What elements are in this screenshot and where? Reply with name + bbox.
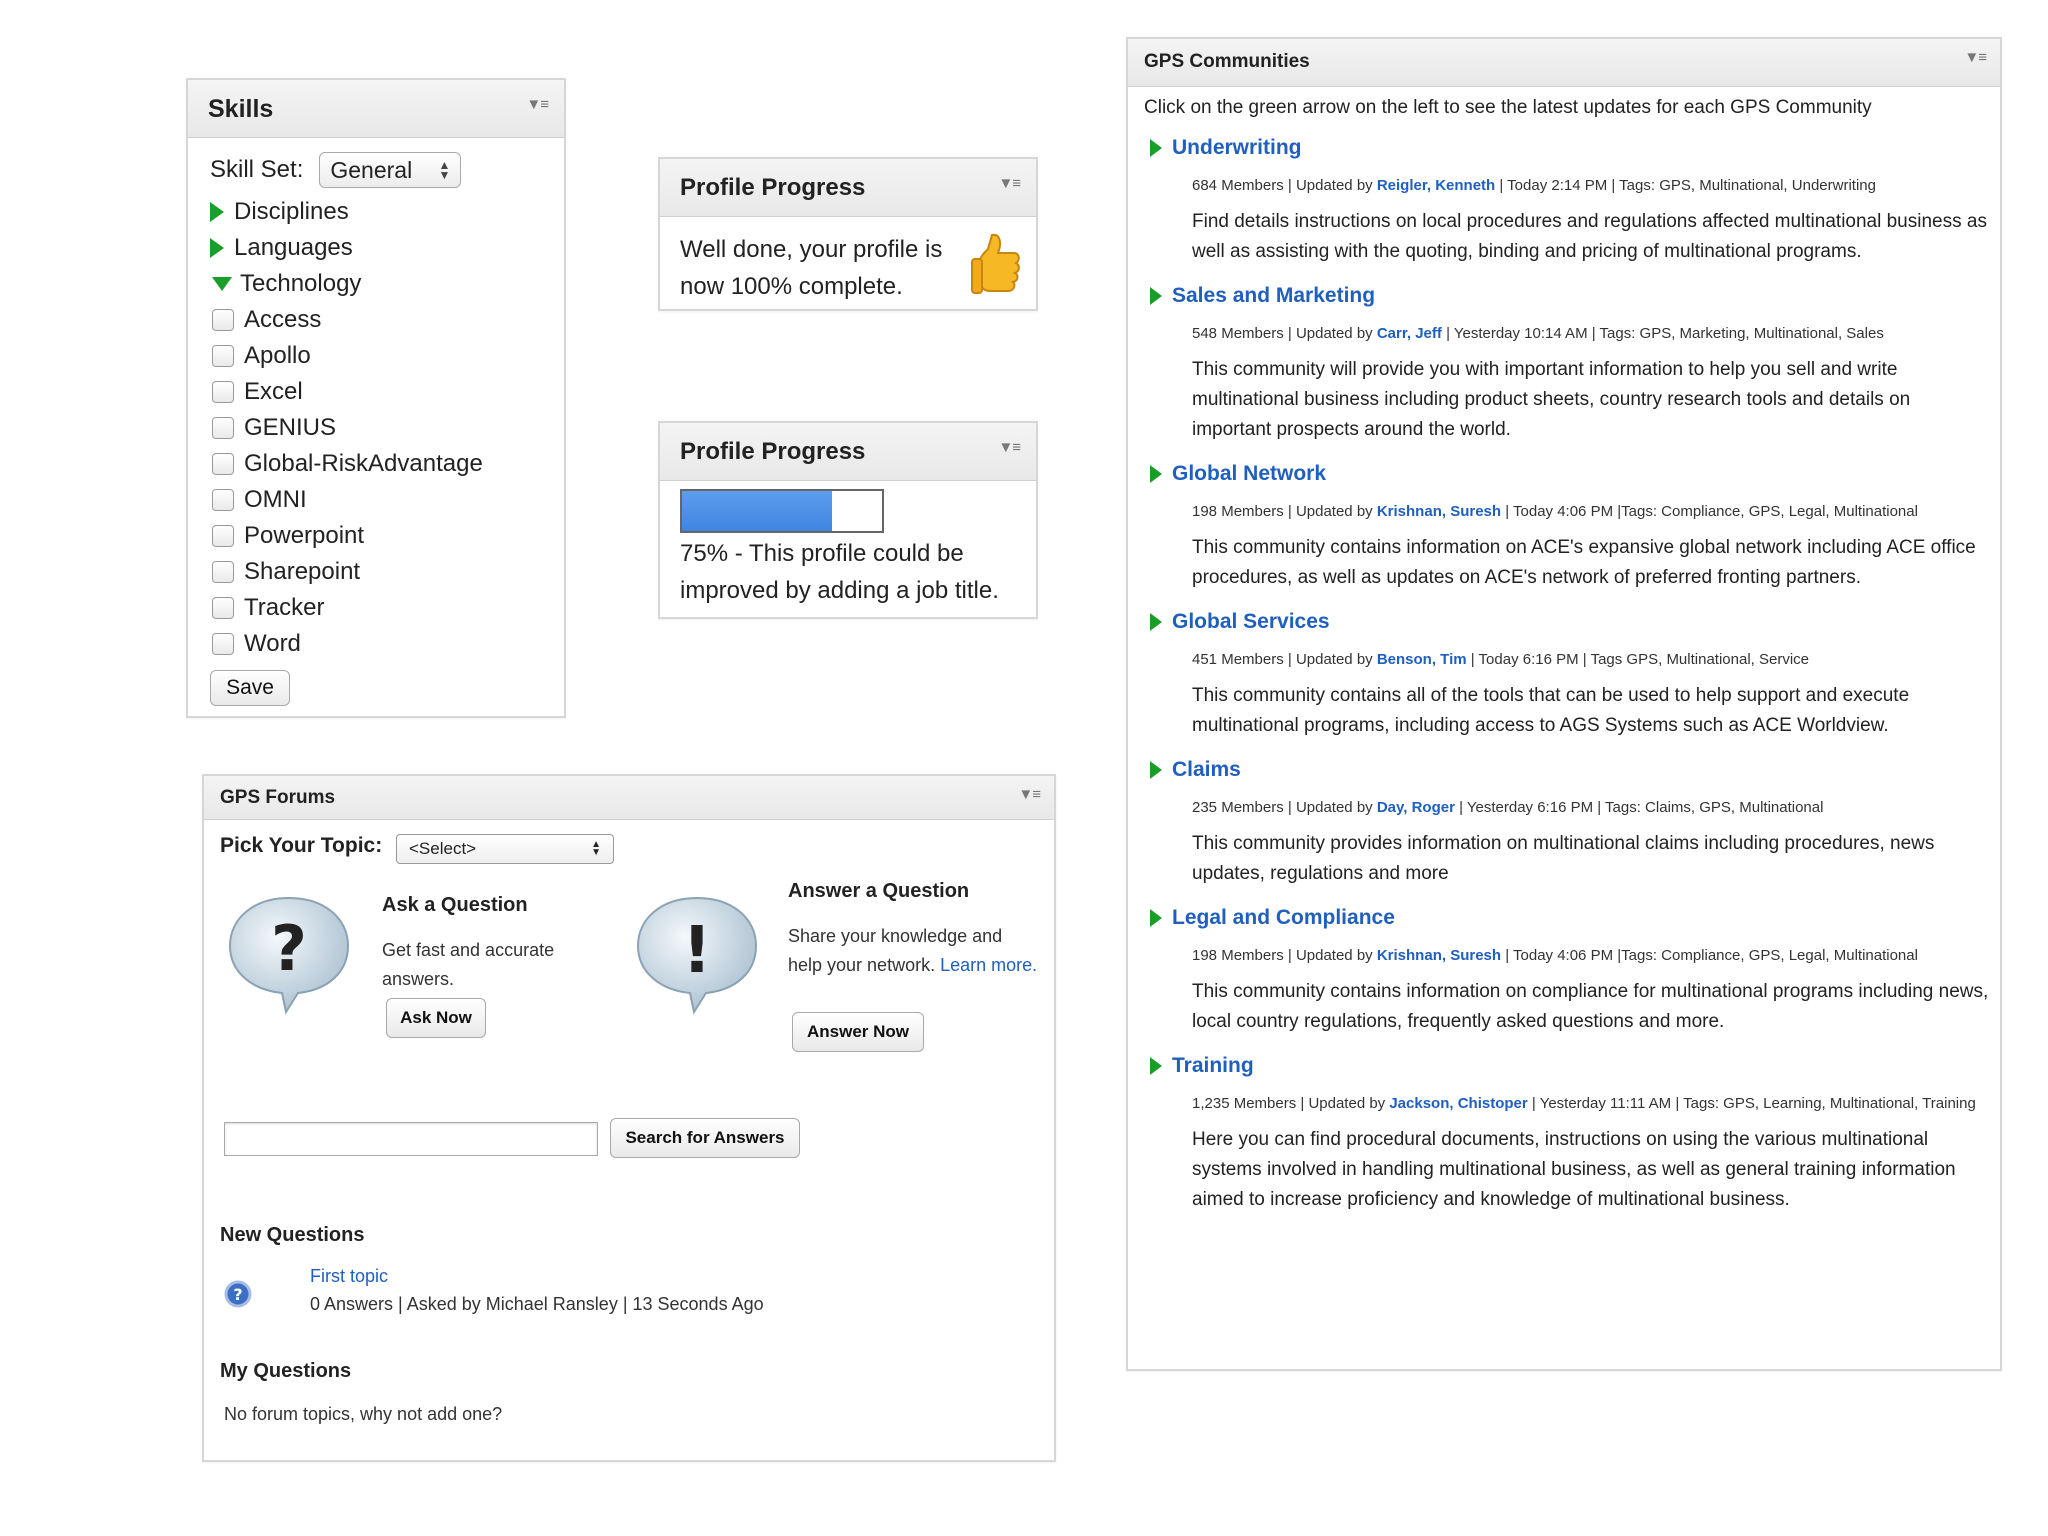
- community-name[interactable]: Underwriting: [1172, 136, 1302, 159]
- community-description: Find details instructions on local procedures and regulations affected multinational business as well as assisting with the quoting, binding and pricing of multinational programs.: [1192, 211, 1987, 262]
- community-meta: [1192, 319, 1992, 349]
- profile-progress-panel: [658, 157, 1038, 311]
- community-name[interactable]: Claims: [1172, 758, 1241, 781]
- new-questions-title: New Questions: [220, 1224, 365, 1246]
- community-description: This community contains information on compliance for multinational programs including news, local country regulations, frequently asked questions and more.: [1192, 981, 1989, 1032]
- thumbs-up-icon: [970, 231, 1022, 301]
- topic-select[interactable]: [396, 834, 614, 864]
- expand-arrow-icon[interactable]: [1150, 909, 1162, 927]
- skill-checkbox-row[interactable]: [212, 410, 542, 446]
- skill-label: Sharepoint: [244, 558, 361, 585]
- skill-checkbox[interactable]: [212, 381, 234, 403]
- skill-checkbox[interactable]: [212, 309, 234, 331]
- forums-header: [204, 776, 1054, 820]
- community-members: 198 Members | Updated by: [1192, 947, 1373, 964]
- updater-link[interactable]: Carr, Jeff: [1376, 325, 1442, 342]
- community-name[interactable]: Sales and Marketing: [1172, 284, 1376, 307]
- updater-link[interactable]: Day, Roger: [1376, 799, 1455, 816]
- new-question-meta: 0 Answers | Asked by Michael Ransley | 13 Seconds Ago: [310, 1294, 764, 1314]
- forum-search-input[interactable]: [224, 1122, 598, 1156]
- community-title-row[interactable]: [1144, 1051, 2000, 1081]
- forums-title: GPS Forums: [220, 787, 336, 808]
- profile-complete-message: Well done, your profile is now 100% complete.: [680, 236, 943, 300]
- first-topic-link[interactable]: First topic: [310, 1266, 389, 1286]
- community-title-row[interactable]: [1144, 903, 2000, 933]
- answer-question-body: Share your knowledge and help your network.: [788, 926, 1003, 975]
- skill-set-value: General: [330, 156, 413, 183]
- community-info: | Today 6:16 PM | Tags GPS, Multinational, Service: [1470, 651, 1810, 668]
- community-members: 198 Members | Updated by: [1192, 503, 1373, 520]
- svg-text:?: ?: [271, 912, 307, 985]
- answer-now-button[interactable]: Answer Now: [792, 1012, 924, 1052]
- community-description: This community provides information on multinational claims including procedures, news updates, regulations and more: [1192, 833, 1935, 884]
- updater-link[interactable]: Reigler, Kenneth: [1376, 177, 1496, 194]
- skill-checkbox-row[interactable]: [212, 590, 542, 626]
- gps-communities-panel: [1126, 37, 2002, 1371]
- community-description: This community contains all of the tools that can be used to help support and execute multinational programs, including access to AGS Systems such as ACE Worldview.: [1192, 685, 1910, 736]
- community-description: Here you can find procedural documents, instructions on using the various multinational systems involved in handling multinational business, as well as general training information aimed to increase proficiency and knowledge of multinational business.: [1192, 1129, 1956, 1210]
- panel-menu-icon[interactable]: ▼≡: [998, 439, 1020, 456]
- community-name[interactable]: Global Network: [1172, 462, 1327, 485]
- community-info: | Yesterday 6:16 PM | Tags: Claims, GPS, Multinational: [1459, 799, 1824, 816]
- tree-item-technology[interactable]: [210, 266, 542, 302]
- learn-more-link[interactable]: Learn more.: [940, 955, 1038, 975]
- community-info: | Today 4:06 PM |Tags: Compliance, GPS, Legal, Multinational: [1505, 947, 1918, 964]
- profile-progress-title: Profile Progress: [680, 174, 866, 201]
- skill-set-label: Skill Set:: [210, 156, 304, 183]
- updater-link[interactable]: Krishnan, Suresh: [1376, 503, 1502, 520]
- expand-arrow-icon[interactable]: [1150, 465, 1162, 483]
- answer-question-title: Answer a Question: [788, 880, 970, 902]
- updater-link[interactable]: Jackson, Chistoper: [1389, 1095, 1528, 1112]
- progress-bar: [680, 489, 884, 533]
- community-item: [1144, 459, 2000, 593]
- skill-label: Global-RiskAdvantage: [244, 450, 483, 477]
- profile-progress-panel: [658, 421, 1038, 619]
- skill-checkbox[interactable]: [212, 453, 234, 475]
- skill-label: Powerpoint: [244, 522, 365, 549]
- skill-label: Excel: [244, 378, 303, 405]
- gps-forums-panel: [202, 774, 1056, 1462]
- community-meta: [1192, 1089, 1992, 1119]
- community-members: 235 Members | Updated by: [1192, 799, 1373, 816]
- skill-checkbox-row[interactable]: [212, 446, 542, 482]
- community-name[interactable]: Global Services: [1172, 610, 1330, 633]
- exclamation-bubble-icon: [632, 892, 762, 1016]
- skills-title: Skills: [208, 95, 274, 123]
- expand-arrow-icon[interactable]: [1150, 761, 1162, 779]
- skill-checkbox-row[interactable]: [212, 482, 542, 518]
- skill-checkbox[interactable]: [212, 417, 234, 439]
- skill-checkbox[interactable]: [212, 561, 234, 583]
- progress-bar-fill: [682, 491, 832, 531]
- profile-progress-header: [660, 423, 1036, 481]
- community-meta: [1192, 793, 1992, 823]
- tree-item-disciplines[interactable]: [210, 194, 542, 230]
- skill-label: Apollo: [244, 342, 311, 369]
- community-info: | Yesterday 11:11 AM | Tags: GPS, Learning, Multinational, Training: [1531, 1095, 1976, 1112]
- updater-link[interactable]: Krishnan, Suresh: [1376, 947, 1502, 964]
- expand-arrow-icon[interactable]: [1150, 613, 1162, 631]
- tree-item-languages[interactable]: [210, 230, 542, 266]
- tree-item-label: Technology: [240, 270, 362, 297]
- ask-question-title: Ask a Question: [382, 894, 528, 916]
- skill-checkbox-row[interactable]: [212, 554, 542, 590]
- community-title-row[interactable]: [1144, 133, 2000, 163]
- skill-checkbox[interactable]: [212, 633, 234, 655]
- svg-text:?: ?: [233, 1285, 243, 1304]
- community-title-row[interactable]: [1144, 607, 2000, 637]
- community-name[interactable]: Legal and Compliance: [1172, 906, 1395, 929]
- community-meta: [1192, 941, 1992, 971]
- community-item: [1144, 1051, 2000, 1215]
- skill-label: Tracker: [244, 594, 325, 621]
- search-answers-button[interactable]: Search for Answers: [610, 1118, 800, 1158]
- skill-label: Access: [244, 306, 322, 333]
- updater-link[interactable]: Benson, Tim: [1376, 651, 1467, 668]
- skill-checkbox-row[interactable]: [212, 374, 542, 410]
- community-info: | Today 4:06 PM |Tags: Compliance, GPS, Legal, Multinational: [1505, 503, 1918, 520]
- skill-checkbox[interactable]: [212, 489, 234, 511]
- skill-checkbox[interactable]: [212, 345, 234, 367]
- profile-progress-title: Profile Progress: [680, 438, 866, 465]
- select-arrows-icon: ▲ ▼: [591, 839, 601, 858]
- expand-arrow-icon[interactable]: [1150, 1057, 1162, 1075]
- gps-intro-text: Click on the green arrow on the left to see the latest updates for each GPS Community: [1144, 97, 1872, 118]
- expand-arrow-icon[interactable]: [1150, 287, 1162, 305]
- skill-set-select[interactable]: [319, 152, 461, 188]
- community-name[interactable]: Training: [1172, 1054, 1254, 1077]
- answer-question-text: [788, 922, 1038, 980]
- community-meta: [1192, 171, 1992, 201]
- gps-title: GPS Communities: [1144, 51, 1310, 72]
- community-title-row[interactable]: [1144, 459, 2000, 489]
- panel-menu-icon[interactable]: ▼≡: [526, 96, 548, 113]
- ask-question-text: Get fast and accurate answers.: [382, 940, 555, 989]
- community-info: | Today 2:14 PM | Tags: GPS, Multinational, Underwriting: [1499, 177, 1876, 194]
- save-button[interactable]: Save: [210, 670, 290, 706]
- expand-arrow-icon[interactable]: [210, 202, 224, 222]
- profile-progress-header: [660, 159, 1036, 217]
- tree-item-label: Disciplines: [234, 198, 349, 225]
- community-meta: [1192, 645, 1992, 675]
- collapse-arrow-icon[interactable]: [212, 277, 232, 291]
- community-item: [1144, 755, 2000, 889]
- skill-checkbox[interactable]: [212, 597, 234, 619]
- skill-label: Word: [244, 630, 301, 657]
- panel-menu-icon[interactable]: ▼≡: [1018, 786, 1040, 803]
- skill-label: OMNI: [244, 486, 307, 513]
- community-members: 1,235 Members | Updated by: [1192, 1095, 1386, 1112]
- tree-item-label: Languages: [234, 234, 353, 261]
- question-help-icon: [224, 1280, 252, 1308]
- community-description: This community will provide you with important information to help you sell and write multinational business including product sheets, country research tools and details on important prospects around the world.: [1192, 359, 1911, 440]
- profile-progress-message: 75% - This profile could be improved by adding a job title.: [680, 540, 999, 604]
- topic-select-value: <Select>: [409, 839, 477, 858]
- my-questions-title: My Questions: [220, 1360, 352, 1382]
- skill-checkbox-row[interactable]: [212, 626, 542, 662]
- gps-header: [1128, 39, 2000, 87]
- community-description: This community contains information on ACE's expansive global network including ACE office procedures, as well as updates on ACE's network of preferred fronting partners.: [1192, 537, 1976, 588]
- ask-now-button[interactable]: Ask Now: [386, 998, 486, 1038]
- community-item: [1144, 133, 2000, 267]
- panel-menu-icon[interactable]: ▼≡: [998, 175, 1020, 192]
- skill-checkbox[interactable]: [212, 525, 234, 547]
- topic-label: Pick Your Topic:: [220, 834, 383, 857]
- community-item: [1144, 903, 2000, 1037]
- community-title-row[interactable]: [1144, 281, 2000, 311]
- skill-checkbox-row[interactable]: [212, 338, 542, 374]
- skill-label: GENIUS: [244, 414, 337, 441]
- community-meta: [1192, 497, 1992, 527]
- skills-header: [188, 80, 564, 138]
- svg-text:!: !: [682, 914, 712, 988]
- community-members: 684 Members | Updated by: [1192, 177, 1373, 194]
- community-info: | Yesterday 10:14 AM | Tags: GPS, Marketing, Multinational, Sales: [1446, 325, 1884, 342]
- panel-menu-icon[interactable]: ▼≡: [1964, 49, 1986, 66]
- community-item: [1144, 281, 2000, 445]
- select-arrows-icon: ▲ ▼: [438, 158, 451, 182]
- skills-panel: [186, 78, 566, 718]
- expand-arrow-icon[interactable]: [1150, 139, 1162, 157]
- skill-checkbox-row[interactable]: [212, 518, 542, 554]
- my-questions-empty-text: No forum topics, why not add one?: [224, 1404, 503, 1424]
- skill-checkbox-row[interactable]: [212, 302, 542, 338]
- question-bubble-icon: [224, 892, 354, 1016]
- community-members: 451 Members | Updated by: [1192, 651, 1373, 668]
- community-item: [1144, 607, 2000, 741]
- community-members: 548 Members | Updated by: [1192, 325, 1373, 342]
- expand-arrow-icon[interactable]: [210, 238, 224, 258]
- community-title-row[interactable]: [1144, 755, 2000, 785]
